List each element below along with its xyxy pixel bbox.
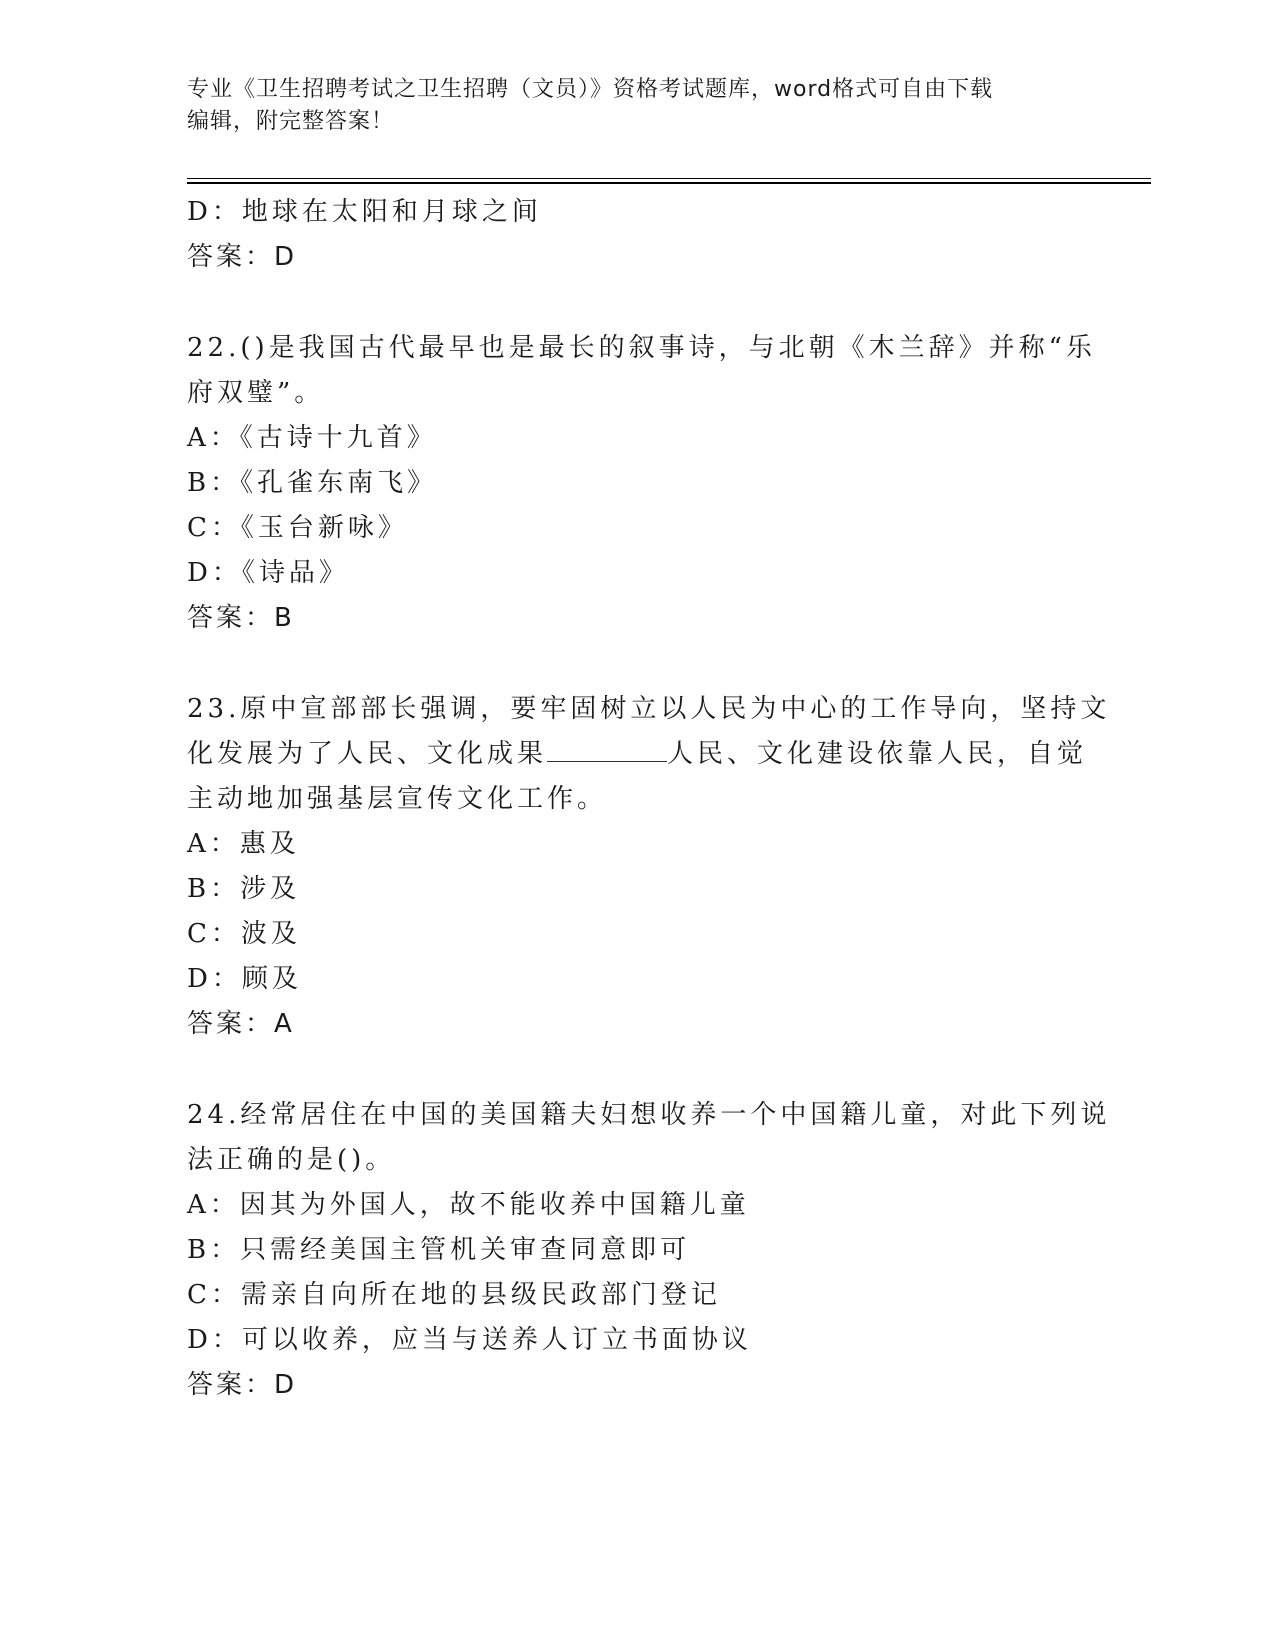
- q24-option-b: B：只需经美国主管机关审查同意即可: [187, 1235, 691, 1265]
- q24-option-a: A：因其为外国人，故不能收养中国籍儿童: [187, 1190, 750, 1220]
- q23-stem-line-2-post: 人民、文化建设依靠人民，自觉: [667, 739, 1088, 769]
- q24-option-c: C：需亲自向所在地的县级民政部门登记: [187, 1280, 721, 1310]
- q24-stem-line-2: 法正确的是()。: [187, 1145, 396, 1175]
- question-24: [187, 1093, 1111, 1408]
- q23-stem-line-3: 主动地加强基层宣传文化工作。: [187, 784, 608, 814]
- spacer: [187, 641, 1087, 687]
- q23-option-d: D：顾及: [187, 964, 302, 994]
- q24-option-d: D：可以收养，应当与送养人订立书面协议: [187, 1325, 752, 1355]
- q23-answer: 答案：A: [187, 1009, 295, 1039]
- header-line-2: 编辑，附完整答案！: [187, 109, 395, 134]
- question-23: [187, 687, 1111, 1047]
- q22-option-a: A：《古诗十九首》: [187, 423, 437, 453]
- q22-option-d: D：《诗品》: [187, 558, 349, 588]
- q21-option-d: D：地球在太阳和月球之间: [187, 197, 542, 227]
- q22-answer: 答案：B: [187, 603, 295, 633]
- q21-answer: 答案：D: [187, 242, 298, 272]
- document-header: [187, 74, 1067, 138]
- q22-stem-line-1: 22.()是我国古代最早也是最长的叙事诗，与北朝《木兰辞》并称“乐: [187, 333, 1096, 363]
- question-21: [187, 190, 1087, 280]
- header-divider-thin: [187, 178, 1151, 179]
- q23-stem-line-2-pre: 化发展为了人民、文化成果: [187, 739, 548, 769]
- spacer: [187, 1047, 1087, 1093]
- fill-in-blank: [547, 739, 667, 762]
- q23-stem-line-1: 23.原中宣部部长强调，要牢固树立以人民为中心的工作导向，坚持文: [187, 694, 1111, 724]
- q23-option-b: B：涉及: [187, 874, 301, 904]
- q23-stem-line-2: [187, 732, 1087, 777]
- spacer: [187, 280, 1087, 326]
- q22-option-b: B：《孔雀东南飞》: [187, 468, 438, 498]
- question-list: [187, 190, 1111, 1408]
- q23-option-a: A：惠及: [187, 829, 300, 859]
- header-divider-thick: [187, 182, 1151, 184]
- q23-option-c: C：波及: [187, 919, 301, 949]
- q22-option-c: C：《玉台新咏》: [187, 513, 408, 543]
- header-line-1: 专业《卫生招聘考试之卫生招聘（文员）》资格考试题库，word格式可自由下载: [187, 77, 994, 102]
- q24-stem-line-1: 24.经常居住在中国的美国籍夫妇想收养一个中国籍儿童，对此下列说: [187, 1100, 1111, 1130]
- q22-stem-line-2: 府双璧”。: [187, 378, 325, 408]
- q24-answer: 答案：D: [187, 1370, 298, 1400]
- question-22: [187, 326, 1096, 641]
